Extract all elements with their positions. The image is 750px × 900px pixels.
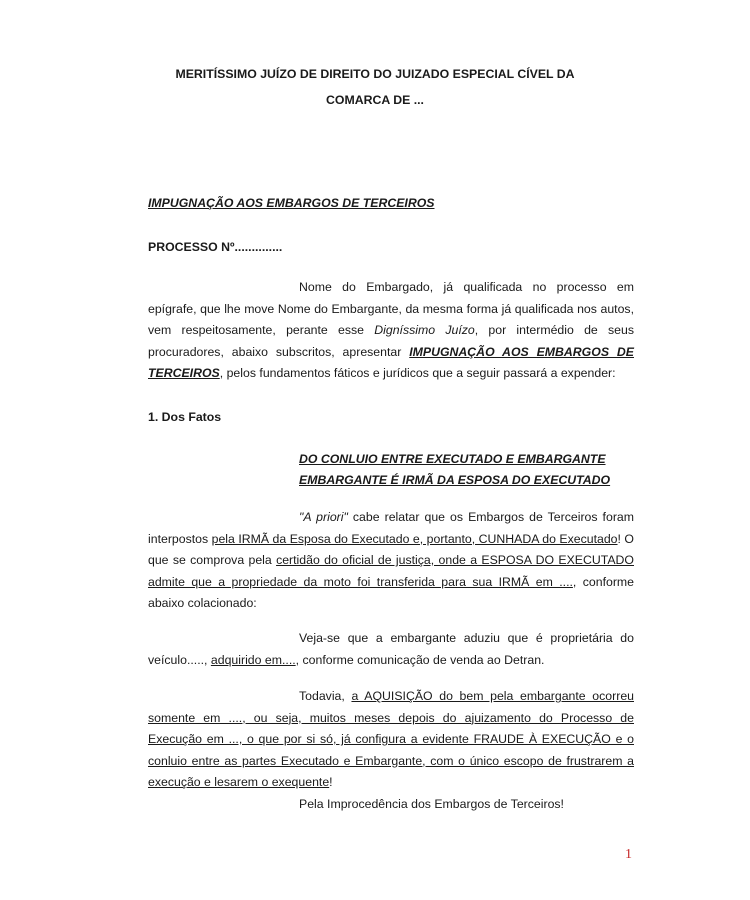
a-priori-text: "A priori" <box>299 510 348 524</box>
intro-paragraph <box>148 277 634 385</box>
facts-paragraph-2 <box>148 628 634 671</box>
facts-paragraph-1 <box>148 507 634 615</box>
p3-underlined: a AQUISIÇÃO do bem pela embargante ocorreu somente em ...., ou seja, muitos meses depois do ajuizamento do Processo de Execução em ..., o que por si só, já configura a evidente FRAUDE À EXECUÇÃO e o conluio entre as partes Executado e Embargante, com o único escopo de frustrarem a execução e lesarem o exequente <box>148 689 634 789</box>
p1-text-2: ! O que se comprova pela <box>148 531 634 567</box>
p3-text-1: Todavia, <box>299 689 352 703</box>
subheading-conluio: DO CONLUIO ENTRE EXECUTADO E EMBARGANTE <box>299 452 606 466</box>
closing-line: Pela Improcedência dos Embargos de Terceiros! <box>299 797 564 811</box>
page-number: 1 <box>625 847 632 862</box>
court-header-line2: COMARCA DE ... <box>326 93 424 107</box>
court-header-line1: MERITÍSSIMO JUÍZO DE DIREITO DO JUIZADO ESPECIAL CÍVEL DA <box>175 67 575 81</box>
p3-text-2: ! <box>329 775 333 789</box>
p2-text-1: Veja-se que a embargante aduziu que é proprietária do veículo....., <box>148 631 634 667</box>
p1-underlined-1: pela IRMÃ da Esposa do Executado e, portanto, CUNHADA do Executado <box>211 531 618 546</box>
section-heading-facts: 1. Dos Fatos <box>148 410 222 424</box>
p1-text-1: cabe relatar que os Embargos de Terceiros foram interpostos <box>148 510 634 546</box>
p2-text-2: , conforme comunicação de venda ao Detran. <box>295 652 545 667</box>
intro-bold-title: IMPUGNAÇÃO AOS EMBARGOS DE TERCEIROS <box>148 344 634 380</box>
intro-italic: Digníssimo Juízo <box>374 323 475 337</box>
p2-underlined: adquirido em.... <box>210 652 296 667</box>
intro-text-1: Nome do Embargado, já qualificada no processo em epígrafe, que lhe move Nome do Embargante, da mesma forma já qualificada nos autos, vem respeitosamente, perante esse <box>148 280 634 337</box>
intro-text-2: , por intermédio de seus procuradores, abaixo subscritos, apresentar <box>148 323 635 359</box>
facts-paragraph-3 <box>148 686 634 794</box>
process-number: PROCESSO Nº.............. <box>148 240 283 254</box>
subheading-irma: EMBARGANTE É IRMÃ DA ESPOSA DO EXECUTADO <box>299 473 611 487</box>
intro-text-3: , pelos fundamentos fáticos e jurídicos que a seguir passará a expender: <box>219 366 616 380</box>
p1-underlined-2: certidão do oficial de justiça, onde a ESPOSA DO EXECUTADO admite que a propriedade da moto foi transferida para sua IRMÃ em .... <box>148 553 634 589</box>
p1-text-3: , conforme abaixo colacionado: <box>148 574 634 610</box>
document-title: IMPUGNAÇÃO AOS EMBARGOS DE TERCEIROS <box>148 196 435 210</box>
